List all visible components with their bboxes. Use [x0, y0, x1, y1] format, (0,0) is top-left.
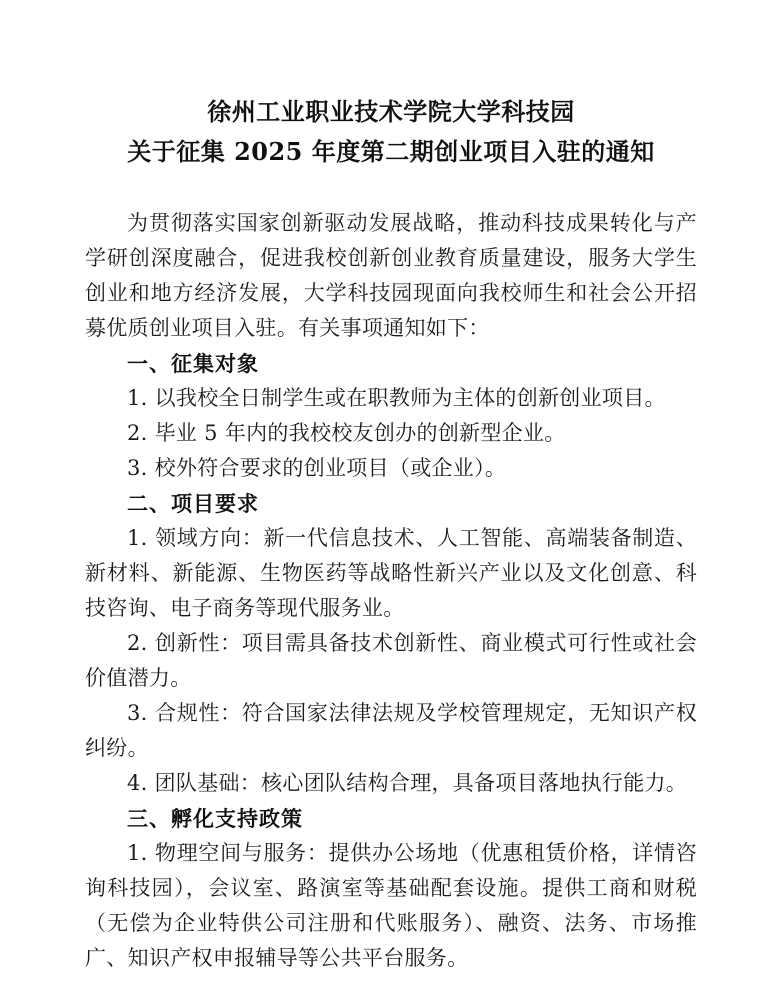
intro-paragraph: 为贯彻落实国家创新驱动发展战略，推动科技成果转化与产学研创深度融合，促进我校创新创业教育质量建设，服务大学生创业和地方经济发展，大学科技园现面向我校师生和社会公开招募优质创业项目入驻。有关事项通知如下： — [85, 211, 697, 340]
document-body — [85, 0, 697, 976]
title-line-1: 徐州工业职业技术学院大学科技园 — [207, 97, 575, 126]
section-1-item-2: 2. 毕业 5 年内的我校校友创办的创新型企业。 — [127, 421, 566, 445]
section-2-item-4: 4. 团队基础：核心团队结构合理，具备项目落地执行能力。 — [127, 771, 688, 795]
section-1-item-3: 3. 校外符合要求的创业项目（或企业）。 — [127, 456, 507, 480]
section-heading-1: 一、征集对象 — [127, 351, 259, 376]
section-2-item-3: 3. 合规性：符合国家法律法规及学校管理规定，无知识产权纠纷。 — [85, 701, 697, 760]
title-line-2: 关于征集 2025 年度第二期创业项目入驻的通知 — [127, 137, 655, 166]
section-heading-3: 三、孵化支持政策 — [127, 806, 303, 831]
document-title — [85, 0, 697, 172]
section-3-item-1: 1. 物理空间与服务：提供办公场地（优惠租赁价格，详情咨询科技园），会议室、路演室等基础配套设施。提供工商和财税（无偿为企业特供公司注册和代账服务）、融资、法务、市场推广、知识产权申报辅导等公共平台服务。 — [85, 841, 697, 970]
section-2-item-1: 1. 领域方向：新一代信息技术、人工智能、高端装备制造、新材料、新能源、生物医药等战略性新兴产业以及文化创意、科技咨询、电子商务等现代服务业。 — [85, 526, 697, 620]
section-1-item-1: 1. 以我校全日制学生或在职教师为主体的创新创业项目。 — [127, 386, 666, 410]
section-2-item-2: 2. 创新性：项目需具备技术创新性、商业模式可行性或社会价值潜力。 — [85, 631, 697, 690]
section-heading-2: 二、项目要求 — [127, 491, 259, 516]
